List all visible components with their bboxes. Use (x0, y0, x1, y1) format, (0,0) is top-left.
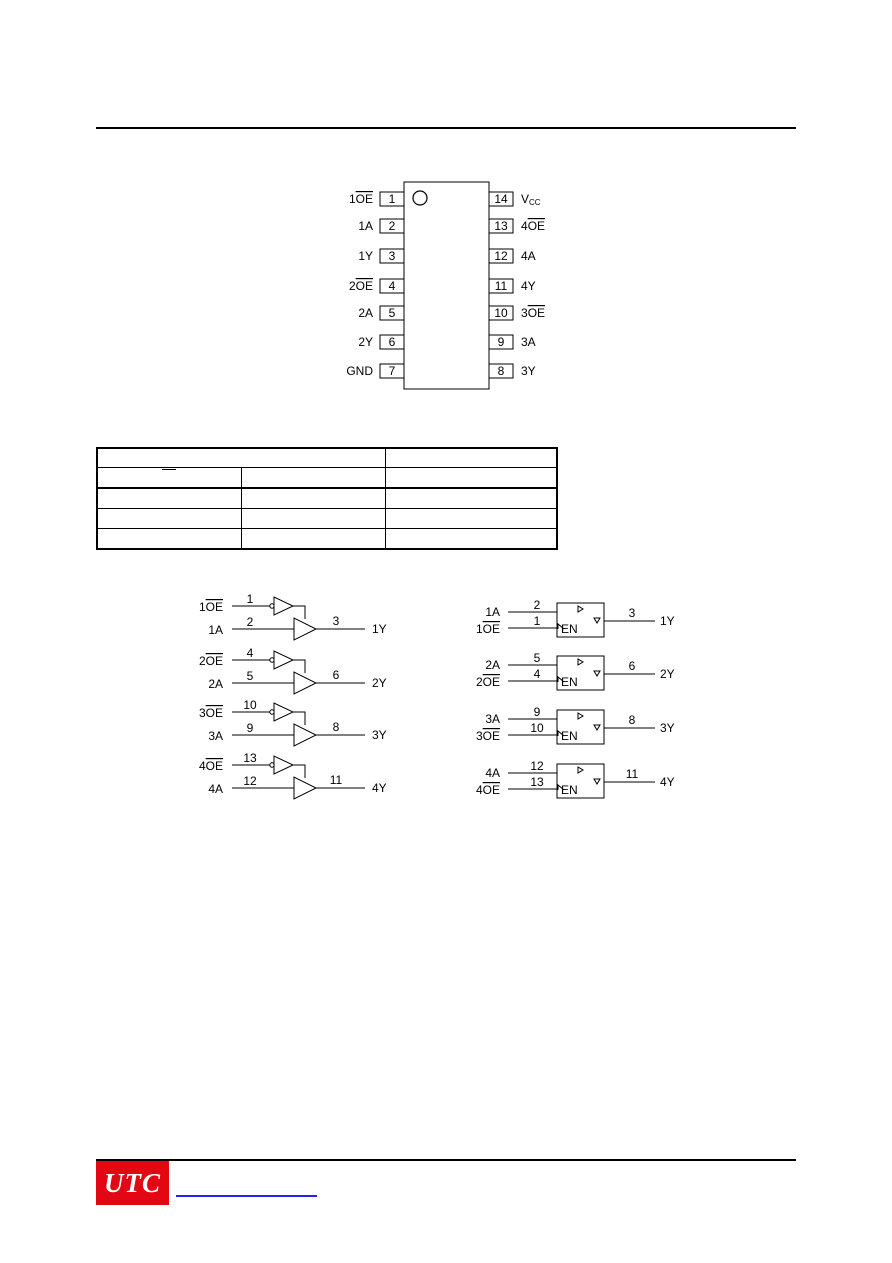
pin-number: 7 (388, 364, 396, 378)
pin-label: VCC (521, 192, 541, 207)
table-cell (97, 509, 241, 529)
buffer-gate (294, 724, 316, 746)
table-cell (241, 509, 385, 529)
pin-label: 3Y (521, 364, 536, 378)
a-pin-number: 5 (533, 651, 541, 665)
oe-label: 3OE (198, 706, 223, 720)
oe-label: 1OE (198, 600, 223, 614)
oe-label: 2OE (198, 654, 223, 668)
pin-number: 5 (388, 306, 396, 320)
iec-channel (476, 651, 675, 690)
utc-logo-text: UTC (104, 1167, 161, 1198)
y-pin-number: 11 (329, 773, 343, 787)
table-header-output (385, 448, 557, 468)
a-label: 2A (485, 658, 500, 672)
en-label: EN (561, 729, 578, 743)
oe-pin-number: 13 (243, 751, 257, 765)
y-label: 4Y (372, 781, 387, 795)
pin-label: 1A (358, 219, 373, 233)
y-label: 1Y (372, 622, 387, 636)
table-cell (97, 488, 241, 509)
a-label: 1A (208, 623, 223, 637)
footer-rule (96, 1159, 796, 1161)
oe-pin-number: 1 (533, 614, 541, 628)
oe-label: 4OE (475, 783, 500, 797)
enable-buffer (274, 703, 293, 721)
iec-channel (476, 759, 675, 798)
oe-pin-number: 13 (530, 775, 544, 789)
header-rule (96, 127, 796, 129)
pin-number: 3 (388, 249, 396, 263)
enable-wire (293, 712, 305, 725)
table-cell (385, 509, 557, 529)
pin-label: 4Y (521, 279, 536, 293)
oe-pin-number: 1 (246, 592, 254, 606)
enable-wire (293, 606, 305, 619)
utc-logo (96, 1161, 169, 1205)
a-label: 3A (485, 712, 500, 726)
table-cell (241, 529, 385, 550)
logic-channel (199, 592, 387, 640)
pin-number: 10 (494, 306, 508, 320)
table-cell (97, 529, 241, 550)
y-label: 3Y (372, 728, 387, 742)
pin-number: 11 (494, 279, 508, 293)
table-header-inputs (97, 448, 385, 468)
enable-wire (293, 660, 305, 673)
enable-buffer (274, 651, 293, 669)
pin-number: 4 (388, 279, 396, 293)
iec-logic-symbol (460, 590, 690, 805)
pin-label: 4A (521, 249, 536, 263)
table-header-y (385, 468, 557, 489)
oe-label: 4OE (198, 759, 223, 773)
oe-label: 3OE (475, 729, 500, 743)
y-pin-number: 6 (628, 659, 636, 673)
logic-channel (199, 698, 387, 746)
a-label: 4A (208, 782, 223, 796)
pin-number: 13 (494, 219, 508, 233)
y-label: 4Y (660, 775, 675, 789)
en-label: EN (561, 675, 578, 689)
table-cell (385, 529, 557, 550)
buffer-gate (294, 618, 316, 640)
pin-label: 3OE (521, 306, 546, 320)
oe-label: 2OE (475, 675, 500, 689)
pin-label: 2OE (348, 279, 373, 293)
logic-channel (199, 751, 387, 799)
enable-buffer (274, 756, 293, 774)
pin-number: 6 (388, 335, 396, 349)
iec-channel (476, 705, 675, 744)
oe-label: 1OE (475, 622, 500, 636)
a-pin-number: 9 (533, 705, 541, 719)
pin-number: 14 (494, 192, 508, 206)
a-label: 2A (208, 677, 223, 691)
a-pin-number: 2 (246, 615, 254, 629)
table-header-oe (97, 468, 241, 489)
table-cell (385, 488, 557, 509)
y-pin-number: 6 (332, 668, 340, 682)
oe-pin-number: 10 (243, 698, 257, 712)
pin-label: 1Y (358, 249, 373, 263)
pin-number: 9 (497, 335, 505, 349)
enable-wire (293, 765, 305, 778)
y-pin-number: 3 (628, 606, 636, 620)
a-pin-number: 9 (246, 721, 254, 735)
iec-channel (476, 598, 675, 637)
y-pin-number: 8 (628, 713, 636, 727)
pin-label: 2Y (358, 335, 373, 349)
buffer-gate (294, 777, 316, 799)
pin-label: 2A (358, 306, 373, 320)
en-label: EN (561, 622, 578, 636)
website-link[interactable] (176, 1195, 317, 1197)
y-label: 1Y (660, 614, 675, 628)
en-label: EN (561, 783, 578, 797)
ic-package-body (404, 182, 489, 389)
table-header-a (241, 468, 385, 489)
y-label: 2Y (372, 676, 387, 690)
a-label: 3A (208, 729, 223, 743)
a-pin-number: 12 (530, 759, 544, 773)
pin-number: 8 (497, 364, 505, 378)
y-pin-number: 11 (625, 767, 639, 781)
pin-label: GND (346, 364, 373, 378)
y-pin-number: 3 (332, 614, 340, 628)
logic-channel (199, 646, 387, 694)
y-pin-number: 8 (332, 720, 340, 734)
a-pin-number: 12 (243, 774, 257, 788)
a-pin-number: 2 (533, 598, 541, 612)
pin-number: 12 (494, 249, 508, 263)
y-label: 3Y (660, 721, 675, 735)
a-label: 4A (485, 766, 500, 780)
function-table (96, 447, 558, 550)
oe-pin-number: 4 (533, 667, 541, 681)
buffer-gate (294, 672, 316, 694)
a-pin-number: 5 (246, 669, 254, 683)
pin-label: 3A (521, 335, 536, 349)
pin-number: 2 (388, 219, 396, 233)
oe-pin-number: 4 (246, 646, 254, 660)
a-label: 1A (485, 605, 500, 619)
oe-pin-number: 10 (530, 721, 544, 735)
table-cell (241, 488, 385, 509)
enable-buffer (274, 597, 293, 615)
pin-label: 4OE (521, 219, 546, 233)
pin-label: 1OE (348, 192, 373, 206)
logic-diagram (180, 590, 410, 805)
pin-number: 1 (388, 192, 396, 206)
y-label: 2Y (660, 667, 675, 681)
pin-configuration-diagram (330, 180, 570, 395)
